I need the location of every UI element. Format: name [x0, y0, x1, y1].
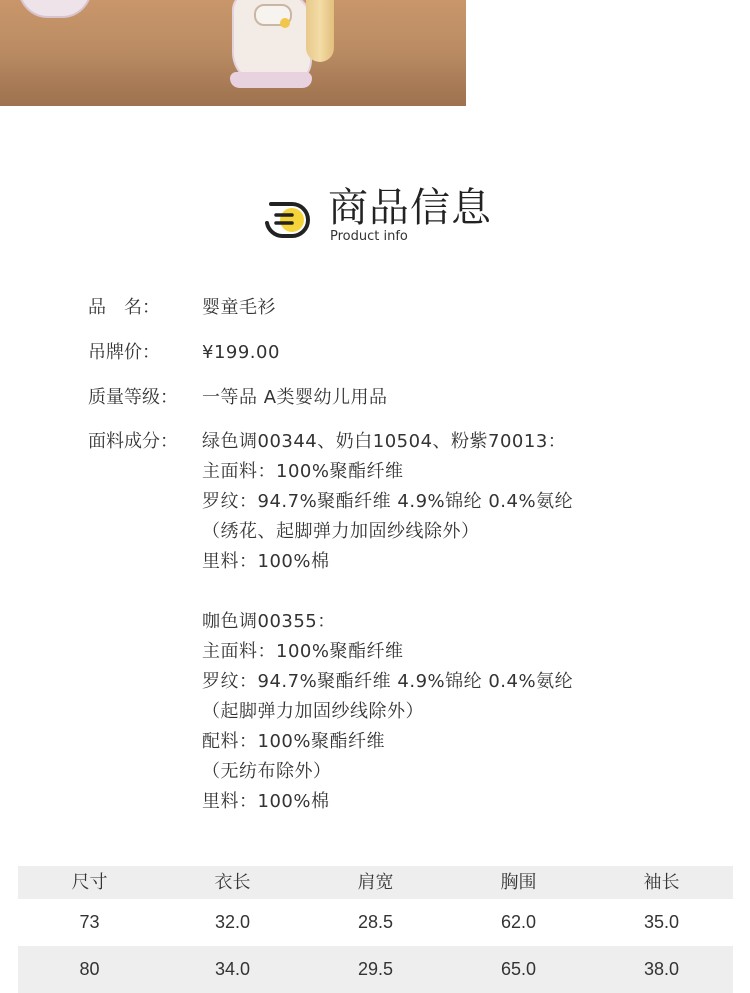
price-label: 吊牌价： [88, 342, 160, 363]
table-cell: 28.5 [357, 912, 394, 932]
fabric-line: 里料：100%棉 [202, 791, 330, 812]
table-cell: 62.0 [500, 912, 537, 932]
header-cell: 袖长 [643, 872, 680, 892]
table-cell: 80 [79, 959, 100, 979]
fabric-line: （无纺布除外） [202, 761, 332, 782]
info-list-icon [262, 196, 312, 240]
table-cell: 73 [79, 912, 100, 932]
fabric-line: 罗纹：94.7%聚酯纤维 4.9%锦纶 0.4%氨纶 [202, 491, 574, 512]
table-row [18, 899, 733, 946]
size-table [18, 866, 733, 993]
fabric-line: 咖色调00355： [202, 611, 336, 632]
shoe-sole [230, 72, 312, 88]
header-cell: 尺寸 [71, 872, 108, 892]
fabric-line: 主面料：100%聚酯纤维 [202, 641, 404, 662]
size-table-header [18, 866, 733, 899]
header-cell: 衣长 [214, 872, 251, 892]
table-cell: 32.0 [214, 912, 251, 932]
table-cell: 29.5 [357, 959, 394, 979]
fabric-line: 配料：100%聚酯纤维 [202, 731, 385, 752]
shoe-charm [280, 18, 290, 28]
header-cell: 肩宽 [357, 872, 394, 892]
fabric-line: 罗纹：94.7%聚酯纤维 4.9%锦纶 0.4%氨纶 [202, 671, 574, 692]
table-cell: 34.0 [214, 959, 251, 979]
fabric-line: 绿色调00344、奶白10504、粉紫70013： [202, 431, 567, 452]
table-row [18, 946, 733, 993]
shoe-right [232, 0, 312, 86]
header-cell: 胸围 [500, 872, 537, 892]
fabric-line: 里料：100%棉 [202, 551, 330, 572]
product-photo [0, 0, 466, 106]
grade-value: 一等品 A类婴幼儿用品 [202, 387, 388, 408]
grade-label: 质量等级： [88, 387, 178, 408]
fabric-line: （起脚弹力加固纱线除外） [202, 701, 424, 722]
table-cell: 65.0 [500, 959, 537, 979]
table-cell: 38.0 [643, 959, 680, 979]
fabric-line: （绣花、起脚弹力加固纱线除外） [202, 521, 480, 542]
section-subtitle: Product info [330, 229, 408, 244]
name-value: 婴童毛衫 [202, 297, 276, 318]
fabric-line: 主面料：100%聚酯纤维 [202, 461, 404, 482]
shoe-left [18, 0, 92, 18]
price-value: ¥199.00 [202, 342, 280, 363]
fabric-label: 面料成分： [88, 431, 178, 452]
section-title: 商品信息 [328, 185, 492, 231]
section-heading [262, 182, 502, 252]
table-cell: 35.0 [643, 912, 680, 932]
sock [306, 0, 334, 62]
name-label: 品 名： [88, 297, 160, 318]
